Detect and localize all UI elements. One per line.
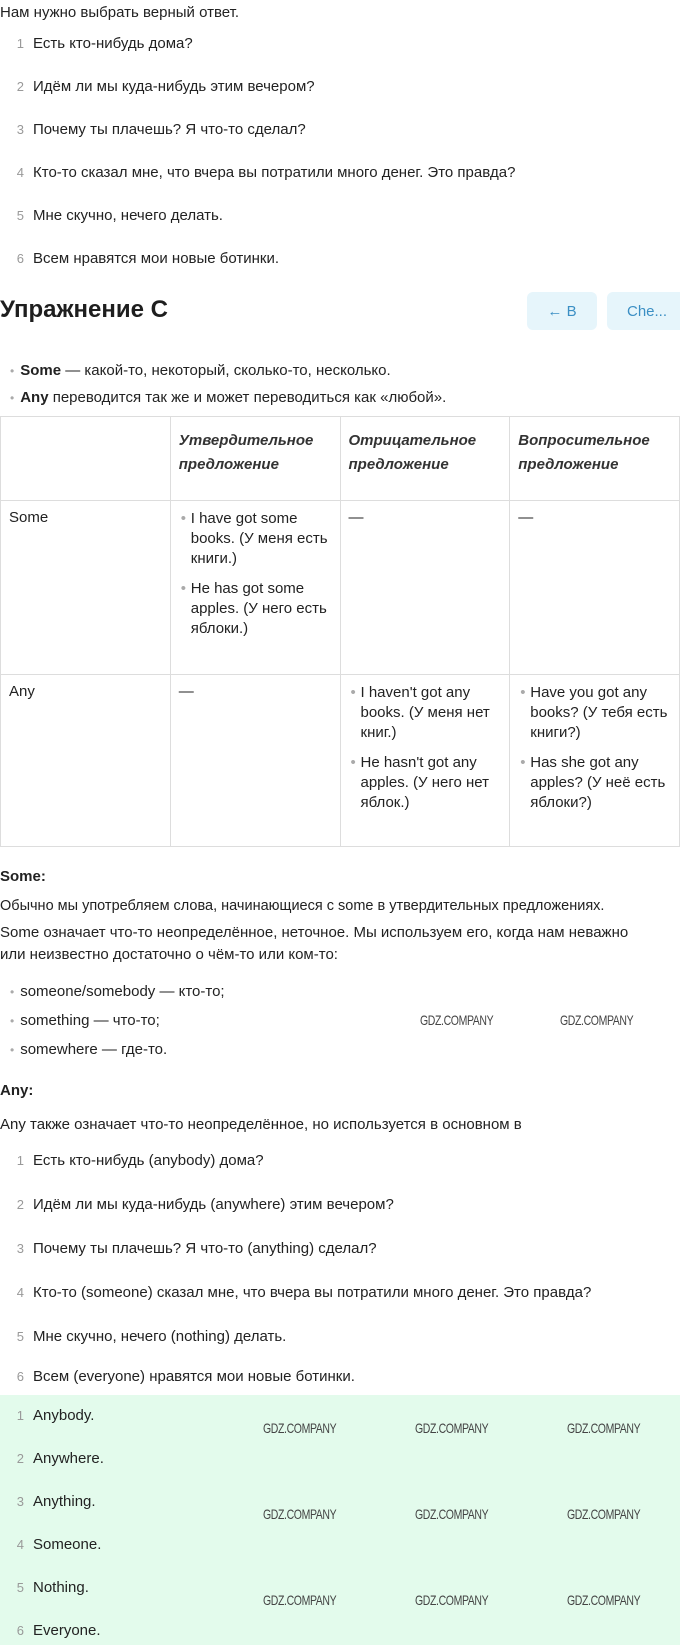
watermark-text: GDZ.COMPANY [560,1012,634,1028]
list-item: 1 Есть кто-нибудь дома? [16,35,193,52]
list-item: • someone/somebody — кто-то; [10,983,225,1000]
answer-item: 3 Anything. [16,1493,96,1510]
table-row: Any — • I haven't got any books. (У меня нет книг.) • He hasn't got any apples. (У него нет яблок.) • Have you got any books? (У тебя есть книги?) • Has she got any apples? (У неё есть яблоки?) [1,675,680,847]
some-paragraph-1: Обычно мы употребляем слова, начинающиеся с some в утвердительных предложениях. [0,898,605,914]
answer-item: 5 Nothing. [16,1579,89,1596]
list-item: 5 Мне скучно, нечего (nothing) делать. [16,1328,287,1345]
some-paragraph-2: Some означает что-то неопределённое, неточное. Мы используем его, когда нам неважно или неизвестно достаточно о чём-то или ком-то: [0,924,629,963]
watermark-text: GDZ.COMPANY [263,1420,337,1436]
list-item: 2 Идём ли мы куда-нибудь этим вечером? [16,78,315,95]
table-header-row: Утвердительное предложение Отрицательное предложение Вопросительное предложение [1,417,680,501]
watermark-text: GDZ.COMPANY [263,1506,337,1522]
watermark-text: GDZ.COMPANY [567,1506,641,1522]
list-item: 6 Всем нравятся мои новые ботинки. [16,250,280,267]
prev-exercise-button[interactable]: ← B [527,292,597,330]
watermark-text: GDZ.COMPANY [420,1012,494,1028]
watermark-text: GDZ.COMPANY [567,1420,641,1436]
list-item: 3 Почему ты плачешь? Я что-то (anything) сделал? [16,1240,377,1257]
answer-item: 1 Anybody. [16,1407,95,1424]
answers-block [0,1395,680,1645]
watermark-text: GDZ.COMPANY [415,1506,489,1522]
list-item: • somewhere — где-то. [10,1041,167,1058]
watermark-text: GDZ.COMPANY [567,1592,641,1608]
watermark-text: GDZ.COMPANY [263,1592,337,1608]
watermark-text: GDZ.COMPANY [415,1420,489,1436]
list-item: 4 Кто-то (someone) сказал мне, что вчера вы потратили много денег. Это правда? [16,1284,592,1301]
list-item: • something — что-то; [10,1012,160,1029]
answer-item: 6 Everyone. [16,1622,101,1639]
watermark-text: GDZ.COMPANY [415,1592,489,1608]
rule-any: • Any переводится так же и может переводиться как «любой». [10,389,446,406]
page-title: Упражнение C [0,296,168,323]
rule-some: • Some — какой-то, некоторый, сколько-то, несколько. [10,362,391,379]
any-title: Any: [0,1082,34,1099]
next-exercise-button[interactable]: Che... [607,292,680,330]
answer-item: 2 Anywhere. [16,1450,104,1467]
some-title: Some: [0,868,46,885]
list-item: 1 Есть кто-нибудь (anybody) дома? [16,1152,264,1169]
table-row: Some • I have got some books. (У меня есть книги.) • He has got some apples. (У него есть яблоки.) — — [1,501,680,675]
any-paragraph: Any также означает что-то неопределённое, но используется в основном в [0,1116,522,1133]
usage-table [0,416,680,847]
list-item: 3 Почему ты плачешь? Я что-то сделал? [16,121,306,138]
list-item: 4 Кто-то сказал мне, что вчера вы потратили много денег. Это правда? [16,164,516,181]
list-item: 5 Мне скучно, нечего делать. [16,207,223,224]
intro-text: Нам нужно выбрать верный ответ. [0,4,239,21]
list-item: 2 Идём ли мы куда-нибудь (anywhere) этим вечером? [16,1196,394,1213]
list-item: 6 Всем (everyone) нравятся мои новые ботинки. [16,1368,355,1385]
answer-item: 4 Someone. [16,1536,102,1553]
